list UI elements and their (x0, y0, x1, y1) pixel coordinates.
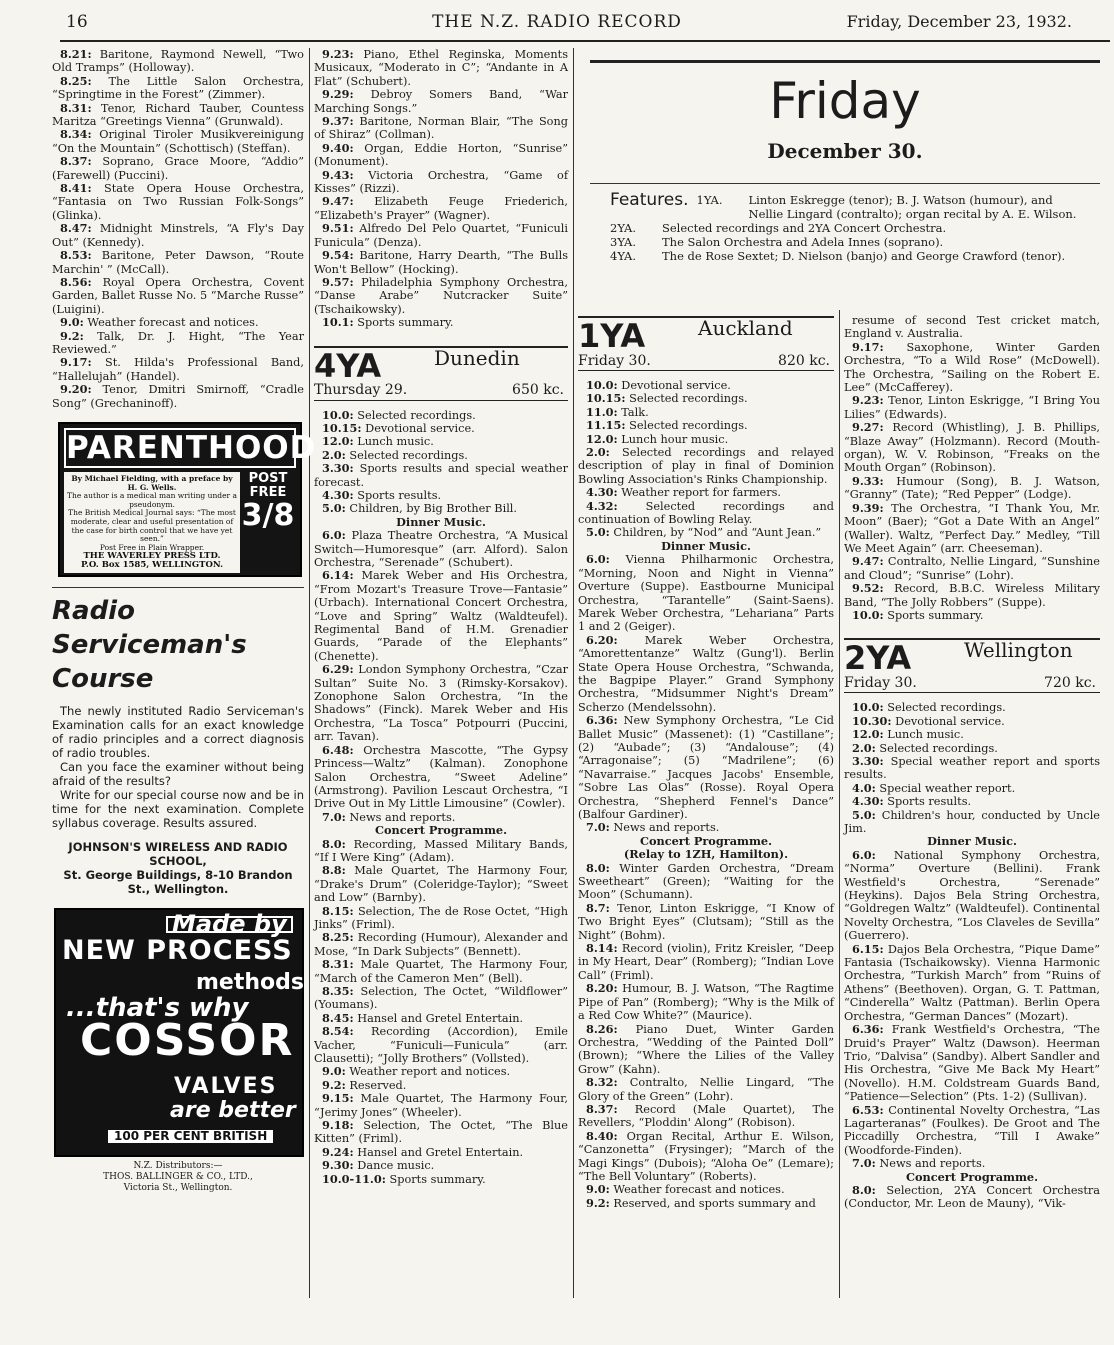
programme-item: 8.0: Selection, 2YA Concert Orchestra (Conductor, Mr. Leon de Mauny), “Vik- (844, 1182, 1100, 1211)
programme-item: 8.0: Recording, Massed Military Bands, “If I Were King” (Adam). (314, 836, 568, 864)
programme-item: 8.37: Soprano, Grace Moore, “Addio” (Farewell) (Puccini). (52, 154, 304, 182)
station-day: Thursday 29. (314, 382, 408, 399)
station-code: 1YA (578, 317, 646, 355)
section-heading: Dinner Music. (927, 834, 1017, 849)
section-heading: Dinner Music. (396, 514, 486, 529)
programme-item: 9.27: Record (Whistling), J. B. Phillips, “Blaze Away” (Holzmann). Record (Mouth-organ), W. V. Robinson, “Freaks on the Mouth Organ” (Robinson). (844, 420, 1100, 475)
programme-item: 9.37: Baritone, Norman Blair, “The Song of Shiraz” (Collman). (314, 114, 568, 142)
programme-item: 9.33: Humour (Song), B. J. Watson, “Granny” (Tate); “Red Pepper” (Lodge). (844, 473, 1100, 502)
ad-publisher: THE WAVERLEY PRESS LTD. (83, 551, 221, 562)
programme-item: 6.15: Dajos Bela Orchestra, “Pique Dame” Fantasia (Tschaikowsky). Vienna Harmonic Orchestra, “Turkish March” from “Ruins of Athens” (Beethoven). Organ, G. T. Pattman, “Cinderella” Waltz (Pattman). Berlin Opera Orchestra, “German Dances” (Mozart). (844, 941, 1100, 1023)
programme-item: 9.0: Weather forecast and notices. (60, 315, 259, 330)
column-2 (314, 48, 568, 1186)
school-ad (52, 587, 304, 896)
feature-station: 4YA. (610, 249, 636, 263)
programme-item: 9.30: Dance music. (322, 1158, 435, 1173)
column-3 (578, 312, 834, 1210)
section-heading: Dinner Music. (661, 538, 751, 553)
programme-item: 9.43: Victoria Orchestra, “Game of Kisses” (Rizzi). (314, 167, 568, 196)
programme-item: 8.45: Hansel and Gretel Entertain. (322, 1010, 524, 1025)
programme-item: 9.17: Saxophone, Winter Garden Orchestra, “To a Wild Rose” (McDowell). The Orchestra, “Sailing on the Robert E. Lee” (McCafferey). (844, 339, 1100, 395)
programme-item: 8.34: Original Tiroler Musikvereinigung “On the Mountain” (Schottisch) (Steffan). (52, 127, 304, 155)
programme-item: 8.40: Organ Recital, Arthur E. Wilson, “Canzonetta” (Frysinger); “March of the Magi Kings” (Dubois); “Aloha Oe” (Lemare); “The Bell Voluntary” (Roberts). (578, 1128, 834, 1183)
programme-item: 3.30: Sports results and special weather forecast. (314, 461, 568, 489)
header-rule (60, 40, 1110, 42)
programme-item: 3.30: Special weather report and sports results. (844, 753, 1100, 782)
feature-text: Linton Eskregge (tenor); B. J. Watson (humour), and Nellie Lingard (contralto); organ recital by A. E. Wilson. (748, 193, 1077, 221)
station-city: Dunedin (434, 345, 520, 370)
section-heading: Concert Programme. (905, 1169, 1039, 1184)
programme-item: 6.0: National Symphony Orchestra, “Norma” Overture (Bellini). Frank Westfield's Orchestra, “Serenade” (Heykins). Dajos Bela String Orchestra, “Goldregen Waltz” (Waldteufel). Continental Novelty Orchestra, “Los Claveles de Sevilla” (Guerrero). (844, 847, 1100, 943)
programme-item: 8.25: The Little Salon Orchestra, “Springtime in the Forest” (Zimmer). (52, 73, 304, 102)
school-ad-title (52, 594, 304, 696)
cossor-are-better: are better (170, 1097, 296, 1123)
school-address: St. George Buildings, 8-10 Brandon St., Wellington. (63, 867, 293, 896)
programme-item: 9.29: Debroy Somers Band, “War Marching Songs.” (314, 87, 568, 115)
programme-item: 8.53: Baritone, Peter Dawson, “Route Marchin' ” (McCall). (52, 248, 304, 276)
ad-quote: The British Medical Journal says: “The most moderate, clear and useful presentation of the case for birth control that we have yet seen.” (68, 508, 236, 544)
ad-body (64, 472, 240, 573)
ad-price-block (240, 472, 296, 573)
programme-list (52, 48, 304, 410)
programme-item: 8.21: Baritone, Raymond Newell, “Two Old Tramps” (Holloway). (52, 47, 304, 75)
cossor-brand: COSSOR (80, 1014, 295, 1066)
programme-item: 9.15: Male Quartet, The Harmony Four, “Jerimy Jones” (Wheeler). (314, 1091, 568, 1119)
cossor-methods: methods (196, 969, 304, 995)
ad-post: Post Free in Plain Wrapper. (99, 542, 205, 552)
cossor-british: 100 PER CENT BRITISH (108, 1130, 273, 1143)
programme-item: 9.24: Hansel and Gretel Entertain. (322, 1144, 524, 1159)
programme-item: 9.2: Talk, Dr. J. Hight, “The Year Reviewed.” (52, 328, 304, 356)
programme-item: 9.47: Contralto, Nellie Lingard, “Sunshine and Cloud”; “Sunrise” (Lohr). (844, 554, 1100, 582)
programme-item: 8.8: Male Quartet, The Harmony Four, “Drake's Drum” (Coleridge-Taylor); “Sweet and Low” (Barnby). (314, 863, 568, 905)
programme-item: 12.0: Lunch music. (852, 727, 964, 742)
programme-item: 8.26: Piano Duet, Winter Garden Orchestra, “Wedding of the Painted Doll” (Brown); “Where the Lilies of the Valley Grow” (Kahn). (578, 1021, 834, 1076)
feature-station: 2YA. (610, 221, 636, 235)
page-number: 16 (66, 12, 88, 32)
programme-item: 6.36: Frank Westfield's Orchestra, “The Druid's Prayer” Waltz (Dawson). Heerman Trio, “Dalvisa” (Sandby). Albert Sandler and His Orchestra, “Give Me Back My Heart” (Novello). H.M. Coldstream Guards Band, “Patience—Selection” (Pts. 1-2) (Sullivan). (844, 1022, 1100, 1104)
column-1 (52, 47, 317, 1194)
programme-item: 8.37: Record (Male Quartet), The Revellers, “Ploddin' Along” (Robison). (578, 1101, 834, 1130)
programme-item: 10.1: Sports summary. (322, 315, 454, 330)
masthead: THE N.Z. RADIO RECORD (432, 12, 682, 32)
programme-item: 2.0: Selected recordings and relayed description of play in final of Dominion Bowling Association's Rinks Championship. (578, 445, 834, 486)
programme-item: 8.0: Winter Garden Orchestra, “Dream Sweetheart” (Green); “Waiting for the Moon” (Schumann). (578, 860, 834, 902)
programme-item: 10.0: Selected recordings. (322, 407, 476, 422)
parenthood-ad (58, 422, 317, 577)
day-date: December 30. (767, 139, 923, 163)
programme-item: 5.0: Children, by “Nod” and “Aunt Jean.” (586, 525, 822, 540)
programme-item: 8.7: Tenor, Linton Eskrigge, “I Know of Two Bright Eyes” (Clutsam); “Still as the Night” (Bohm). (578, 900, 834, 942)
ad-price-label: POST FREE (248, 470, 288, 500)
programme-item: 12.0: Lunch music. (322, 434, 434, 449)
column-rule (839, 310, 840, 1298)
school-para: Can you face the examiner without being afraid of the results? (52, 759, 304, 788)
programme-item: 8.31: Male Quartet, The Harmony Four, “March of the Cameron Men” (Bell). (314, 957, 568, 985)
ad-note: The author is a medical man writing under a pseudonym. (67, 491, 237, 509)
programme-item: 6.48: Orchestra Mascotte, “The Gypsy Princess—Waltz” (Kalman). Zonophone Salon Orchestra, “Sweet Adeline” (Armstrong). Pavilion Lescaut Orchestra, “I Drive Out in My Little Limousine” (Cowler). (314, 742, 568, 811)
programme-item: 11.0: Talk. (586, 404, 649, 419)
section-heading: Concert Programme. (374, 823, 508, 838)
programme-item: 8.20: Humour, B. J. Watson, “The Ragtime Pipe of Pan” (Romberg); “Why is the Milk of a Red Cow White?” (Maurice). (578, 981, 834, 1023)
programme-item: 8.41: State Opera House Orchestra, “Fantasia on Two Russian Folk-Songs” (Glinka). (52, 181, 304, 222)
programme-item: 9.18: Selection, The Octet, “The Blue Kitten” (Friml). (314, 1118, 568, 1146)
programme-item: 2.0: Selected recordings. (852, 740, 998, 755)
programme-item: 10.15: Devotional service. (322, 420, 475, 435)
feature-station: 1YA. (696, 193, 723, 207)
feature-text: Selected recordings and 2YA Concert Orchestra. (662, 221, 947, 235)
cossor-valves: VALVES (174, 1073, 278, 1099)
programme-item: 9.20: Tenor, Dmitri Smirnoff, “Cradle Song” (Grechaninoff). (52, 382, 304, 410)
feature-text: The Salon Orchestra and Adela Innes (soprano). (662, 235, 944, 249)
ad-box: P.O. Box 1585, WELLINGTON. (80, 559, 224, 570)
programme-item: 9.57: Philadelphia Symphony Orchestra, “Danse Arabe” Nutcracker Suite” (Tschaikowsky). (314, 274, 568, 316)
programme-item: 9.23: Piano, Ethel Reginska, Moments Musicaux, “Moderato in C”; “Andante in A Flat” (Schubert). (314, 47, 568, 88)
programme-item: 4.30: Sports results. (322, 487, 442, 502)
programme-item: 9.51: Alfredo Del Pelo Quartet, “Funiculi Funicula” (Denza). (314, 221, 568, 249)
programme-list (844, 849, 1100, 1171)
feature-row (610, 249, 1090, 263)
programme-item: 5.0: Children, by Big Brother Bill. (322, 501, 518, 516)
programme-item: 12.0: Lunch hour music. (586, 431, 729, 446)
school-name-line: JOHNSON'S WIRELESS AND RADIO SCHOOL, (68, 839, 288, 868)
feature-row (610, 190, 1090, 221)
feature-row (610, 221, 1090, 235)
programme-list (314, 409, 568, 516)
features-rule (590, 183, 1100, 184)
programme-item: 9.0: Weather forecast and notices. (586, 1182, 785, 1197)
programme-item: 10.0: Sports summary. (852, 607, 984, 622)
programme-item: 6.20: Marek Weber Orchestra, “Amorettentanze” Waltz (Gung'l). Berlin State Opera House Orchestra, “Schwanda, the Bagpipe Player.” Grand Symphony Orchestra, “Midsummer Night's Dream” Scherzo (Mendelssohn). (578, 632, 834, 714)
ad-price: 3/8 (241, 497, 295, 533)
programme-item: 8.56: Royal Opera Orchestra, Covent Garden, Ballet Russe No. 5 “Marche Russe” (Luigini). (52, 274, 304, 316)
programme-item: 10.30: Devotional service. (852, 713, 1005, 728)
school-para: The newly instituted Radio Serviceman's Examination calls for an exact knowledge of radio principles and a correct diagnosis of radio troubles. (52, 703, 304, 760)
programme-item: 6.0: Vienna Philharmonic Orchestra, “Morning, Noon and Night in Vienna” Overture (Suppe). Eastbourne Municipal Orchestra, “Tarantelle” (Saint-Saens). Marek Weber Orchestra, “Lehariana” Parts 1 and 2 (Geiger). (578, 552, 834, 634)
column-rule (309, 48, 310, 1298)
programme-item: 9.54: Baritone, Harry Dearth, “The Bulls Won't Bellow” (Hocking). (314, 248, 568, 276)
school-name (52, 840, 304, 896)
issue-date: Friday, December 23, 1932. (846, 12, 1072, 31)
programme-item: 10.0: Devotional service. (586, 378, 731, 392)
station-header-2ya (844, 638, 1100, 693)
programme-item: 8.54: Recording (Accordion), Emile Vacher, “Funiculi—Funicula” (arr. Clausetti); “Jolly Brothers” (Vollsted). (314, 1024, 568, 1066)
column-4 (844, 314, 1100, 1211)
programme-item: resume of second Test cricket match, England v. Australia. (844, 314, 1100, 341)
programme-item: 6.29: London Symphony Orchestra, “Czar Sultan” Suite No. 3 (Rimsky-Korsakov). Zonophone Salon Orchestra, “In the Shadows” (Finck). Marek Weber and His Orchestra, “La Tosca” Potpourri (Puccini, arr. Tavan). (314, 662, 568, 744)
programme-list (578, 862, 834, 1211)
school-para: Write for our special course now and be in time for the next examination. Complete syllabus coverage. Results assured. (52, 787, 304, 830)
programme-item: 9.23: Tenor, Linton Eskrigge, “I Bring You Lilies” (Edwards). (844, 393, 1100, 421)
programme-list (844, 314, 1100, 622)
column-rule (573, 48, 574, 1298)
programme-item: 8.35: Selection, The Octet, “Wildflower” (Youmans). (314, 984, 568, 1012)
programme-item: 6.36: New Symphony Orchestra, “Le Cid Ballet Music” (Massenet): (1) “Castillane”; (2) “Aubade”; (3) “Andalouse”; (4) “Arragonaise”; (5) “Madrilene”; (6) “Navarraise.” Jacques Jacobs' Ensemble, “Sobre Las Olas” (Rosse). Royal Opera Orchestra, “Shepherd Fennel's Dance” (Balfour Gardiner). (578, 713, 834, 821)
station-header-1ya (578, 316, 834, 371)
programme-item: 4.0: Special weather report. (852, 780, 1016, 795)
ad-byline: By Michael Fielding, with a preface by H. G. Wells. (71, 473, 233, 492)
programme-item: 8.31: Tenor, Richard Tauber, Countess Maritza “Greetings Vienna” (Grunwald). (52, 100, 304, 129)
programme-item: 2.0: Selected recordings. (322, 447, 468, 462)
page-header (0, 8, 1114, 38)
programme-list (314, 529, 568, 824)
cossor-ad (54, 908, 304, 1157)
programme-item: 6.0: Plaza Theatre Orchestra, “A Musical Switch—Humoresque” (arr. Alford). Salon Orchestra, “Serenade” (Schubert). (314, 528, 568, 569)
programme-list (844, 1184, 1100, 1211)
station-code: 4YA (314, 346, 382, 385)
feature-text: The de Rose Sextet; D. Nielson (banjo) and George Crawford (tenor). (662, 249, 1066, 263)
dist-line: THOS. BALLINGER & CO., LTD., (103, 1171, 253, 1182)
programme-item: 11.15: Selected recordings. (586, 418, 748, 433)
dist-line: N.Z. Distributors:— (133, 1160, 223, 1171)
cossor-made-by: Made by (166, 916, 293, 933)
programme-item: 9.40: Organ, Eddie Horton, “Sunrise” (Monument). (314, 140, 568, 169)
station-frequency: 720 kc. (1044, 674, 1096, 691)
programme-item: 8.15: Selection, The de Rose Octet, “High Jinks” (Friml). (314, 903, 568, 931)
features-label: Features. (610, 190, 689, 210)
programme-list (578, 553, 834, 835)
station-city: Auckland (698, 316, 793, 340)
programme-item: 4.32: Selected recordings and continuation of Bowling Relay. (578, 498, 834, 527)
programme-item: 7.0: News and reports. (852, 1156, 986, 1171)
programme-item: 8.25: Recording (Humour), Alexander and Mose, “In Dark Subjects” (Bennett). (314, 930, 568, 958)
programme-item: 4.30: Sports results. (852, 794, 972, 809)
friday-banner (590, 60, 1100, 311)
programme-item: 10.0-11.0: Sports summary. (322, 1171, 486, 1186)
programme-item: 10.0: Selected recordings. (852, 700, 1006, 715)
programme-item: 7.0: News and reports. (322, 809, 456, 824)
station-header-4ya (314, 346, 568, 401)
programme-item: 9.2: Reserved. (322, 1077, 407, 1092)
programme-item: 6.14: Marek Weber and His Orchestra, “From Mozart's Treasure Trove—Fantasie” (Urbach). International Concert Orchestra, “Love and Spring” Waltz (Waldteufel). Regimental Band of H.M. Grenadier Guards, “Parade of the Elephants” (Chenette). (314, 568, 568, 663)
station-day: Friday 30. (844, 674, 917, 691)
programme-list (314, 48, 568, 330)
features-box (610, 190, 1090, 263)
station-city: Wellington (964, 638, 1073, 663)
programme-item: 9.47: Elizabeth Feuge Friederich, “Elizabeth's Prayer” (Wagner). (314, 194, 568, 222)
station-frequency: 650 kc. (512, 382, 564, 399)
feature-station: 3YA. (610, 235, 636, 249)
programme-item: 7.0: News and reports. (586, 820, 720, 835)
programme-item: 6.53: Continental Novelty Orchestra, “Las Lagarteranas” (Foulkes). De Groot and The Piccadilly Orchestra, “Till I Awake” (Woodforde-Finden). (844, 1102, 1100, 1157)
programme-item: 9.39: The Orchestra, “I Thank You, Mr. Moon” (Baer); “Got a Date With an Angel” (Waller). Waltz, “Perfect Day.” Medley, “Till We Meet Again” (arr. Cheeseman). (844, 500, 1100, 555)
programme-item: 8.47: Midnight Minstrels, “A Fly's Day Out” (Kennedy). (52, 221, 304, 249)
section-heading: Concert Programme. (639, 833, 773, 848)
section-subheading: (Relay to 1ZH, Hamilton). (623, 847, 789, 862)
dist-line: Victoria St., Wellington. (123, 1182, 233, 1193)
cossor-thats-why: ...that's why (66, 992, 249, 1023)
school-title-2: Serviceman's (52, 629, 247, 660)
station-day: Friday 30. (578, 352, 651, 369)
ad-title: PARENTHOOD (66, 429, 317, 466)
programme-item: 5.0: Children's hour, conducted by Uncle Jim. (844, 807, 1100, 835)
station-code: 2YA (844, 639, 912, 678)
programme-list (314, 838, 568, 1187)
programme-item: 9.52: Record, B.B.C. Wireless Military Band, “The Jolly Robbers” (Suppe). (844, 581, 1100, 609)
programme-item: 10.15: Selected recordings. (586, 391, 748, 406)
cossor-distributors (52, 1161, 304, 1194)
programme-item: 4.30: Weather report for farmers. (586, 485, 782, 500)
feature-row (610, 235, 1090, 249)
station-frequency: 820 kc. (778, 352, 830, 369)
programme-item: 9.17: St. Hilda's Professional Band, “Hallelujah” (Handel). (52, 355, 304, 383)
programme-item: 9.0: Weather report and notices. (322, 1064, 511, 1079)
programme-item: 8.14: Record (violin), Fritz Kreisler, “Deep in My Heart, Dear” (Romberg); “Indian Love Call” (Friml). (578, 941, 834, 982)
school-title-3: Course (52, 663, 154, 694)
programme-list (578, 379, 834, 540)
programme-list (844, 701, 1100, 835)
school-title-1: Radio (52, 595, 135, 626)
cossor-new-process: NEW PROCESS (62, 934, 293, 966)
programme-item: 8.32: Contralto, Nellie Lingard, “The Glory of the Green” (Lohr). (578, 1075, 834, 1103)
day-title: Friday (769, 72, 921, 130)
programme-item: 9.2: Reserved, and sports summary and (586, 1195, 816, 1210)
